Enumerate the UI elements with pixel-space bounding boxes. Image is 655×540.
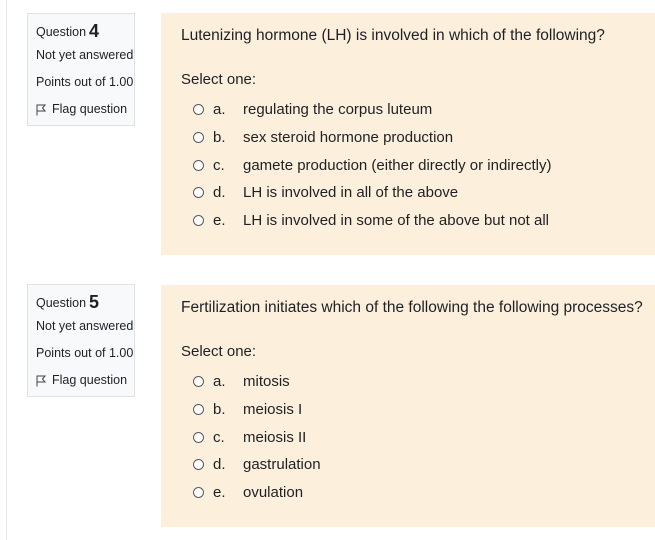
question-info-5 [27, 284, 135, 397]
answer-options [181, 368, 655, 506]
answer-option-d[interactable] [181, 451, 655, 479]
question-heading [36, 293, 134, 313]
question-text: Lutenizing hormone (LH) is involved in which of the following? [181, 27, 605, 44]
option-letter: d. [213, 184, 226, 202]
option-text: LH is involved in some of the above but not all [243, 212, 550, 230]
radio-button-icon[interactable] [193, 160, 204, 171]
radio-button-icon[interactable] [193, 187, 204, 198]
option-text: ovulation [243, 484, 304, 502]
radio-button-icon[interactable] [193, 215, 204, 226]
option-letter: b. [213, 401, 226, 419]
radio-button-icon[interactable] [193, 376, 204, 387]
answer-option-c[interactable] [181, 151, 655, 179]
flag-question-button[interactable] [36, 100, 134, 119]
question-text: Fertilization initiates which of the following the following processes? [181, 299, 643, 316]
option-letter: c. [213, 156, 225, 174]
option-letter: b. [213, 129, 226, 147]
radio-button-icon[interactable] [193, 487, 204, 498]
flag-question-label: Flag question [52, 373, 128, 387]
question-label: Question [36, 25, 87, 39]
option-text: meiosis I [243, 401, 303, 419]
radio-button-icon[interactable] [193, 459, 204, 470]
page-left-border [6, 0, 7, 540]
question-label: Question [36, 296, 87, 310]
option-letter: a. [213, 373, 226, 391]
answer-option-e[interactable] [181, 207, 655, 235]
question-points: Points out of 1.00 [36, 346, 134, 360]
question-state: Not yet answered [36, 48, 134, 62]
select-one-prompt: Select one: [181, 71, 257, 88]
flag-question-button[interactable] [36, 371, 134, 390]
answer-options [181, 96, 655, 234]
option-text: meiosis II [243, 428, 307, 446]
flag-icon [36, 104, 46, 116]
answer-option-e[interactable] [181, 479, 655, 507]
question-content-5 [161, 285, 655, 527]
radio-button-icon[interactable] [193, 104, 204, 115]
option-text: LH is involved in all of the above [243, 184, 459, 202]
question-info-4 [27, 13, 135, 126]
answer-option-c[interactable] [181, 423, 655, 451]
question-points: Points out of 1.00 [36, 75, 134, 89]
question-heading [36, 22, 134, 42]
question-state: Not yet answered [36, 319, 134, 333]
select-one-prompt: Select one: [181, 343, 257, 360]
answer-option-a[interactable] [181, 96, 655, 124]
answer-option-d[interactable] [181, 179, 655, 207]
answer-option-a[interactable] [181, 368, 655, 396]
option-text: mitosis [243, 373, 290, 391]
option-letter: d. [213, 456, 226, 474]
question-number: 4 [89, 21, 100, 41]
option-letter: c. [213, 428, 225, 446]
radio-button-icon[interactable] [193, 132, 204, 143]
option-letter: a. [213, 101, 226, 119]
answer-option-b[interactable] [181, 124, 655, 152]
radio-button-icon[interactable] [193, 404, 204, 415]
flag-question-label: Flag question [52, 102, 128, 116]
option-text: regulating the corpus luteum [243, 101, 433, 119]
flag-icon [36, 375, 46, 387]
question-number: 5 [89, 292, 100, 312]
question-content-4 [161, 13, 655, 255]
option-letter: e. [213, 212, 226, 230]
option-text: sex steroid hormone production [243, 129, 454, 147]
option-letter: e. [213, 484, 226, 502]
answer-option-b[interactable] [181, 396, 655, 424]
option-text: gastrulation [243, 456, 321, 474]
option-text: gamete production (either directly or indirectly) [243, 156, 552, 174]
radio-button-icon[interactable] [193, 432, 204, 443]
